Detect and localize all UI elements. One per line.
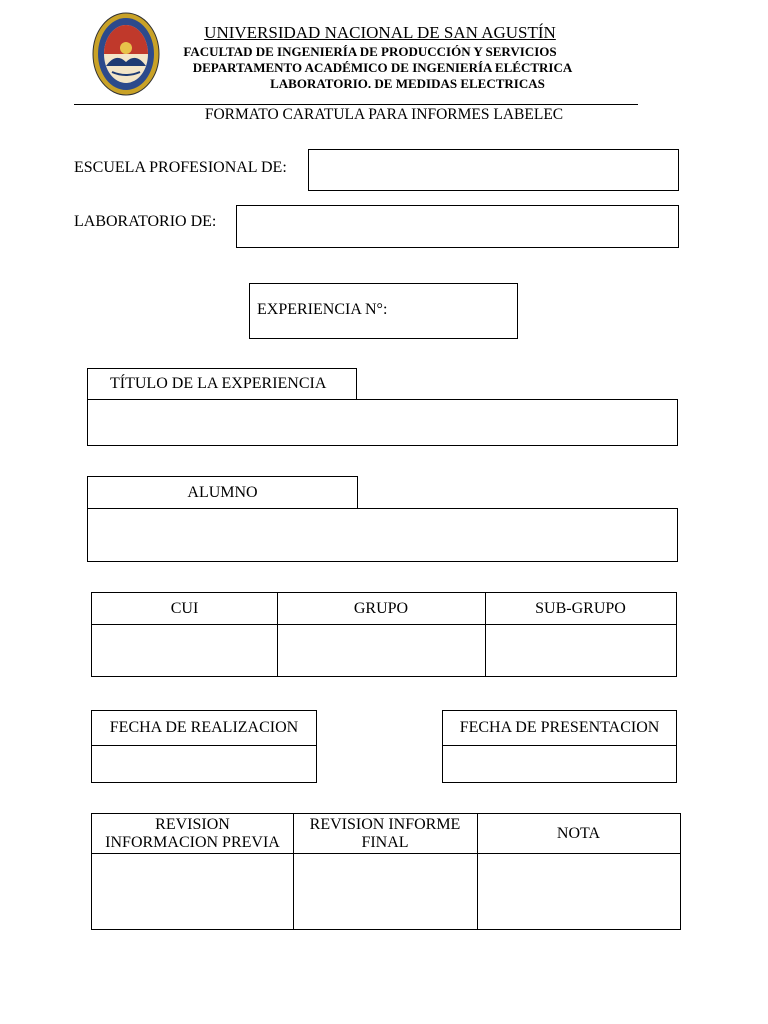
title-tab — [87, 368, 357, 400]
realization-date-box — [91, 710, 317, 783]
lab-field[interactable] — [236, 205, 679, 248]
form-subtitle: FORMATO CARATULA PARA INFORMES LABELEC — [204, 106, 564, 123]
title-label: TÍTULO DE LA EXPERIENCIA — [110, 375, 327, 392]
id-table — [91, 592, 677, 677]
review-table — [91, 813, 681, 930]
laboratory-name: LABORATORIO. DE MEDIDAS ELECTRICAS — [270, 76, 545, 91]
school-field[interactable] — [308, 149, 679, 191]
cui-field[interactable] — [92, 625, 277, 676]
cui-header: CUI — [170, 599, 199, 617]
experience-label: EXPERIENCIA N°: — [257, 301, 388, 318]
faculty-name: FACULTAD DE INGENIERÍA DE PRODUCCIÓN Y SERVICIOS — [183, 44, 557, 59]
realization-date-field[interactable] — [92, 746, 316, 782]
presentation-date-box — [442, 710, 677, 783]
student-field[interactable] — [87, 508, 678, 562]
student-tab — [87, 476, 358, 509]
presentation-date-label: FECHA DE PRESENTACION — [459, 719, 660, 736]
final-report-header-line1: REVISION INFORME — [309, 815, 461, 833]
student-label: ALUMNO — [187, 483, 258, 501]
group-field[interactable] — [278, 625, 485, 676]
grade-field[interactable] — [478, 854, 680, 929]
department-name: DEPARTAMENTO ACADÉMICO DE INGENIERÍA ELÉCTRICA — [192, 60, 573, 75]
final-report-field[interactable] — [294, 854, 477, 929]
lab-label: LABORATORIO DE: — [74, 213, 217, 230]
previous-info-header-line2: INFORMACION PREVIA — [105, 833, 280, 851]
previous-info-header-line1: REVISION — [155, 815, 230, 833]
subgroup-header: SUB-GRUPO — [535, 599, 626, 617]
realization-date-label: FECHA DE REALIZACION — [109, 719, 299, 736]
previous-info-header — [92, 814, 293, 853]
group-header: GRUPO — [353, 599, 409, 617]
previous-info-field[interactable] — [92, 854, 293, 929]
university-name: UNIVERSIDAD NACIONAL DE SAN AGUSTÍN — [204, 23, 556, 42]
title-field[interactable] — [87, 399, 678, 446]
final-report-header — [293, 814, 477, 853]
final-report-header-line2: FINAL — [361, 833, 409, 851]
school-label: ESCUELA PROFESIONAL DE: — [74, 159, 287, 176]
grade-header: NOTA — [556, 824, 601, 842]
subgroup-field[interactable] — [486, 625, 676, 676]
presentation-date-field[interactable] — [443, 746, 676, 782]
experience-field[interactable] — [249, 283, 518, 339]
header-rule — [74, 104, 638, 105]
